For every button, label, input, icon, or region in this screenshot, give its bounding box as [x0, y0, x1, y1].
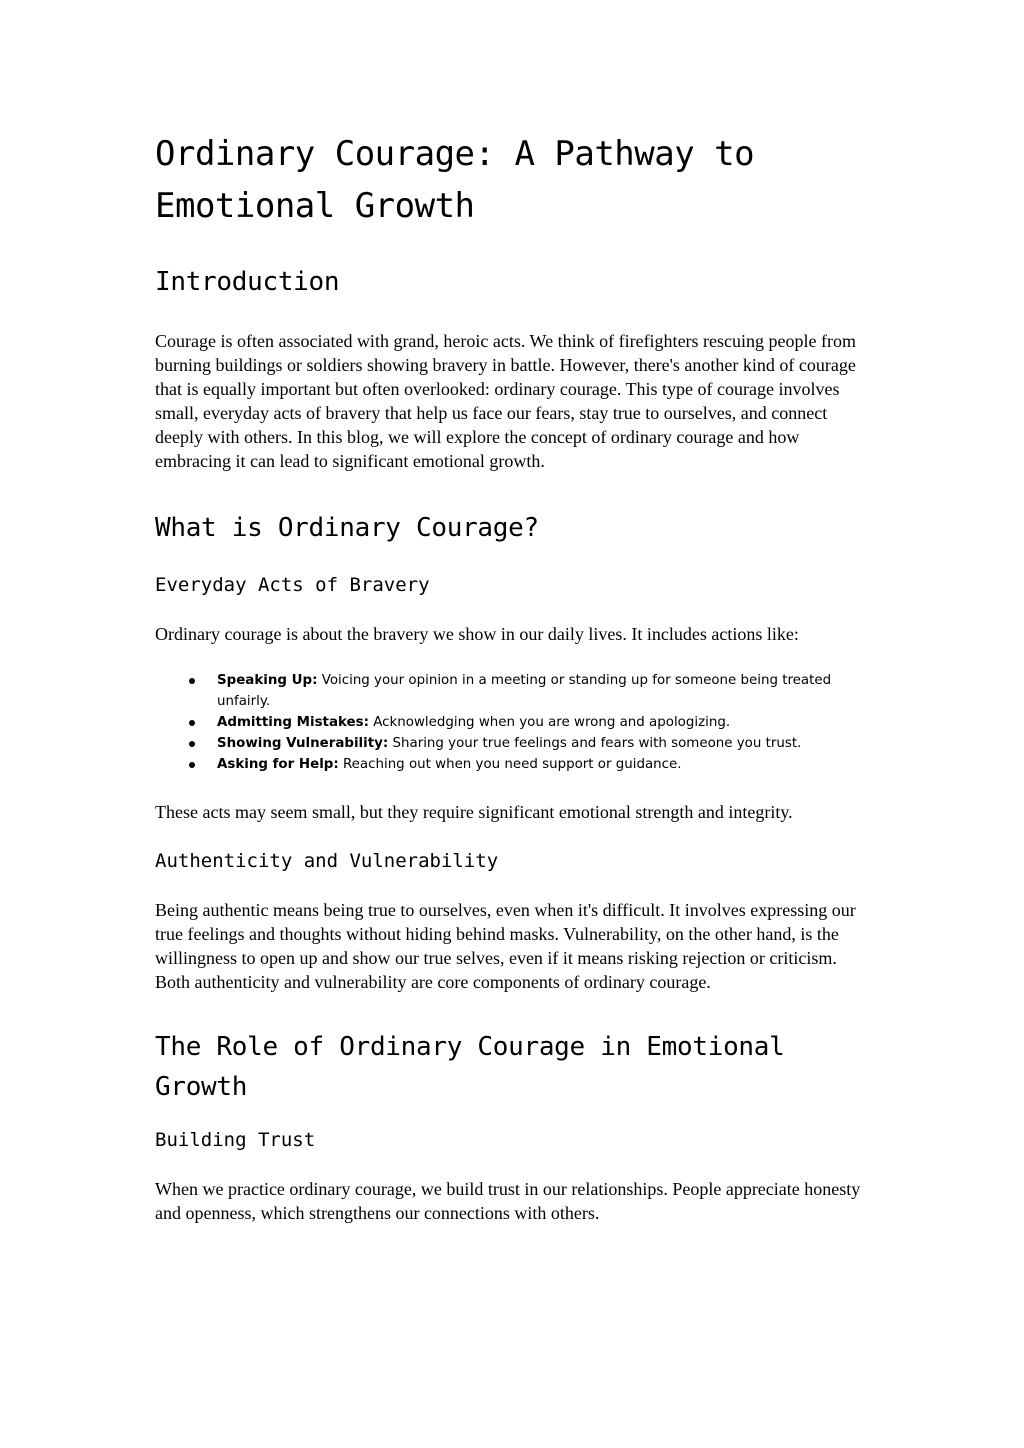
building-trust-paragraph: When we practice ordinary courage, we build trust in our relationships. People appreciate honesty and openness, which strengthens our connections with others. — [155, 1179, 861, 1223]
heading-introduction: Introduction — [155, 267, 340, 297]
bullet-text: Sharing your true feelings and fears with someone you trust. — [392, 736, 802, 751]
heading-what-is-ordinary-courage: What is Ordinary Courage? — [155, 513, 539, 543]
list-item — [155, 712, 870, 733]
bullet-term: Asking for Help: — [217, 757, 339, 772]
bullet-term: Admitting Mistakes: — [217, 715, 369, 730]
bullet-text: Voicing your opinion in a meeting or standing up for someone being treated unfairly. — [217, 673, 832, 709]
bullet-icon — [189, 678, 195, 684]
heading-building-trust: Building Trust — [155, 1129, 316, 1151]
heading-everyday-acts: Everyday Acts of Bravery — [155, 574, 430, 596]
document-page — [155, 128, 870, 1225]
page-title: Ordinary Courage: A Pathway to Emotional Growth — [155, 134, 755, 226]
bullet-text: Reaching out when you need support or guidance. — [342, 757, 682, 772]
list-item — [155, 670, 870, 712]
introduction-paragraph: Courage is often associated with grand, heroic acts. We think of firefighters rescuing people from burning buildings or soldiers showing bravery in battle. However, there's another kind of courage that is equally important but often overlooked: ordinary courage. This type of courage involves small, everyday acts of bravery that help us face our fears, stay true to ourselves, and connect deeply with others. In this blog, we will explore the concept of ordinary courage and how embracing it can lead to significant emotional growth. — [155, 331, 856, 471]
bullet-icon — [189, 762, 195, 768]
list-item — [155, 733, 870, 754]
heading-authenticity-vulnerability: Authenticity and Vulnerability — [155, 850, 499, 872]
bullet-term: Showing Vulnerability: — [217, 736, 389, 751]
bravery-bullet-list — [155, 670, 870, 775]
list-item — [155, 754, 870, 775]
everyday-closing-paragraph: These acts may seem small, but they require significant emotional strength and integrity. — [155, 802, 793, 822]
heading-role-of-ordinary-courage: The Role of Ordinary Courage in Emotional Growth — [155, 1032, 785, 1102]
bullet-icon — [189, 720, 195, 726]
everyday-intro-paragraph: Ordinary courage is about the bravery we show in our daily lives. It includes actions like: — [155, 624, 799, 644]
bullet-icon — [189, 741, 195, 747]
bullet-text: Acknowledging when you are wrong and apologizing. — [373, 715, 731, 730]
authenticity-paragraph: Being authentic means being true to ourselves, even when it's difficult. It involves expressing our true feelings and thoughts without hiding behind masks. Vulnerability, on the other hand, is the willingness to open up and show our true selves, even if it means risking rejection or criticism. Both authenticity and vulnerability are core components of ordinary courage. — [155, 900, 856, 992]
bullet-term: Speaking Up: — [217, 673, 318, 688]
